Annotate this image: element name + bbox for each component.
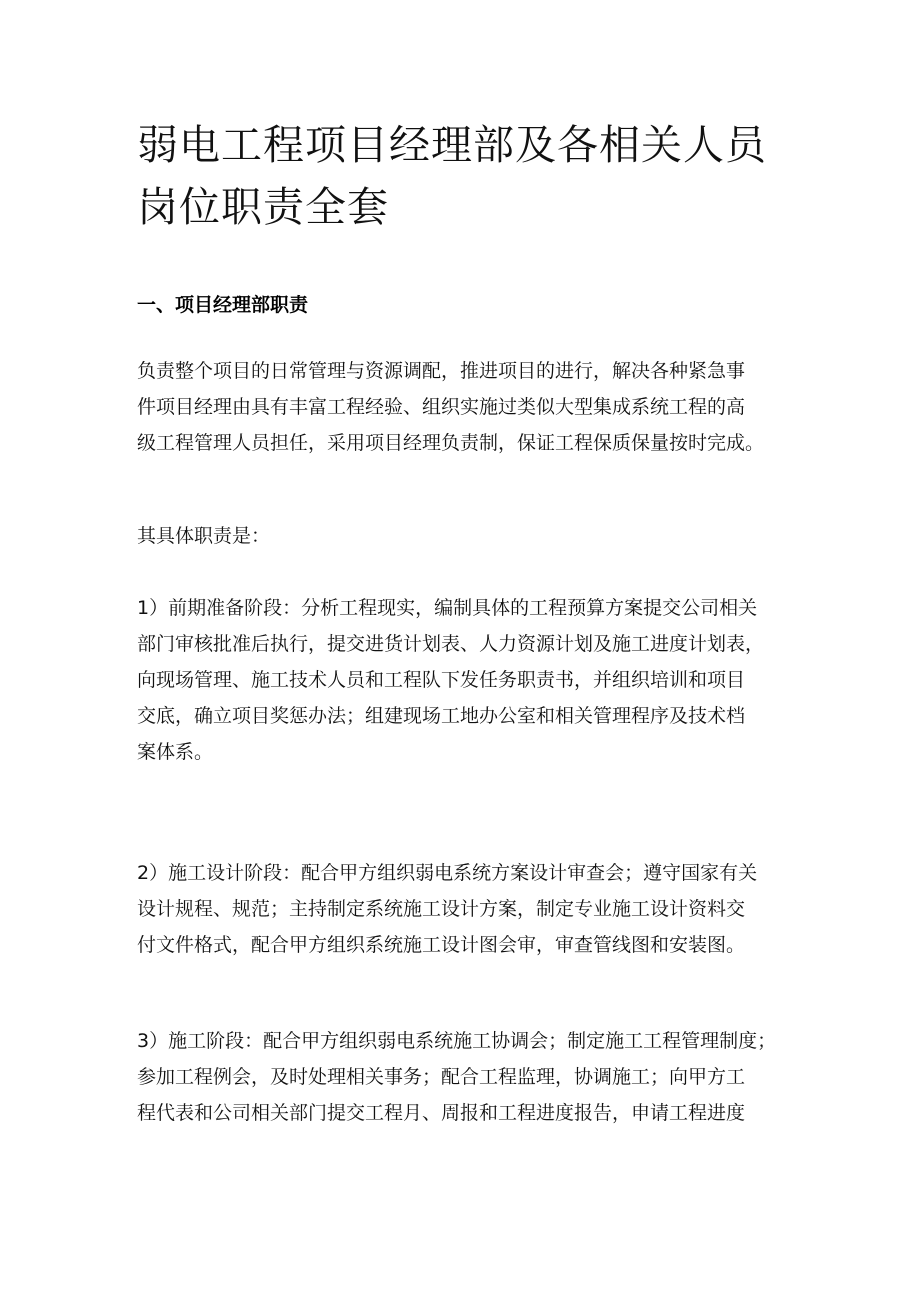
item-1-line: 向现场管理、施工技术人员和工程队下发任务职责书，并组织培训和项目 (137, 669, 746, 691)
item-3-line: 程代表和公司相关部门提交工程月、周报和工程进度报告，申请工程进度 (137, 1102, 746, 1124)
intro-line: 件项目经理由具有丰富工程经验、组织实施过类似大型集成系统工程的高 (137, 396, 746, 418)
item-2-paragraph (137, 855, 797, 963)
item-3-paragraph (137, 1023, 797, 1131)
item-2-line: 付文件格式，配合甲方组织系统施工设计图会审，审查管线图和安装图。 (137, 934, 746, 956)
item-3-line: 参加工程例会，及时处理相关事务；配合工程监理，协调施工；向甲方工 (137, 1066, 746, 1088)
intro-line: 级工程管理人员担任，采用项目经理负责制，保证工程保质保量按时完成。 (137, 432, 765, 454)
specifics-line: 其具体职责是： (137, 525, 271, 547)
item-2-line: 2）施工设计阶段：配合甲方组织弱电系统方案设计审查会；遵守国家有关 (137, 862, 758, 884)
section-heading: 一、项目经理部职责 (137, 294, 309, 316)
document-title (137, 114, 787, 238)
item-3-line: 3）施工阶段：配合甲方组织弱电系统施工协调会；制定施工工程管理制度； (137, 1030, 777, 1052)
item-2-line: 设计规程、规范；主持制定系统施工设计方案，制定专业施工设计资料交 (137, 898, 746, 920)
item-1-line: 1）前期准备阶段：分析工程现实，编制具体的工程预算方案提交公司相关 (137, 597, 758, 619)
title-line-2: 岗位职责全套 (137, 183, 389, 231)
specifics-label (137, 518, 797, 554)
intro-line: 负责整个项目的日常管理与资源调配，推进项目的进行，解决各种紧急事 (137, 360, 746, 382)
item-1-line: 交底，确立项目奖惩办法；组建现场工地办公室和相关管理程序及技术档 (137, 705, 746, 727)
intro-paragraph (137, 353, 797, 461)
item-1-line: 部门审核批准后执行，提交进货计划表、人力资源计划及施工进度计划表， (137, 633, 765, 655)
item-1-paragraph (137, 590, 797, 770)
item-1-line: 案体系。 (137, 741, 214, 763)
title-line-1: 弱电工程项目经理部及各相关人员 (137, 121, 767, 169)
